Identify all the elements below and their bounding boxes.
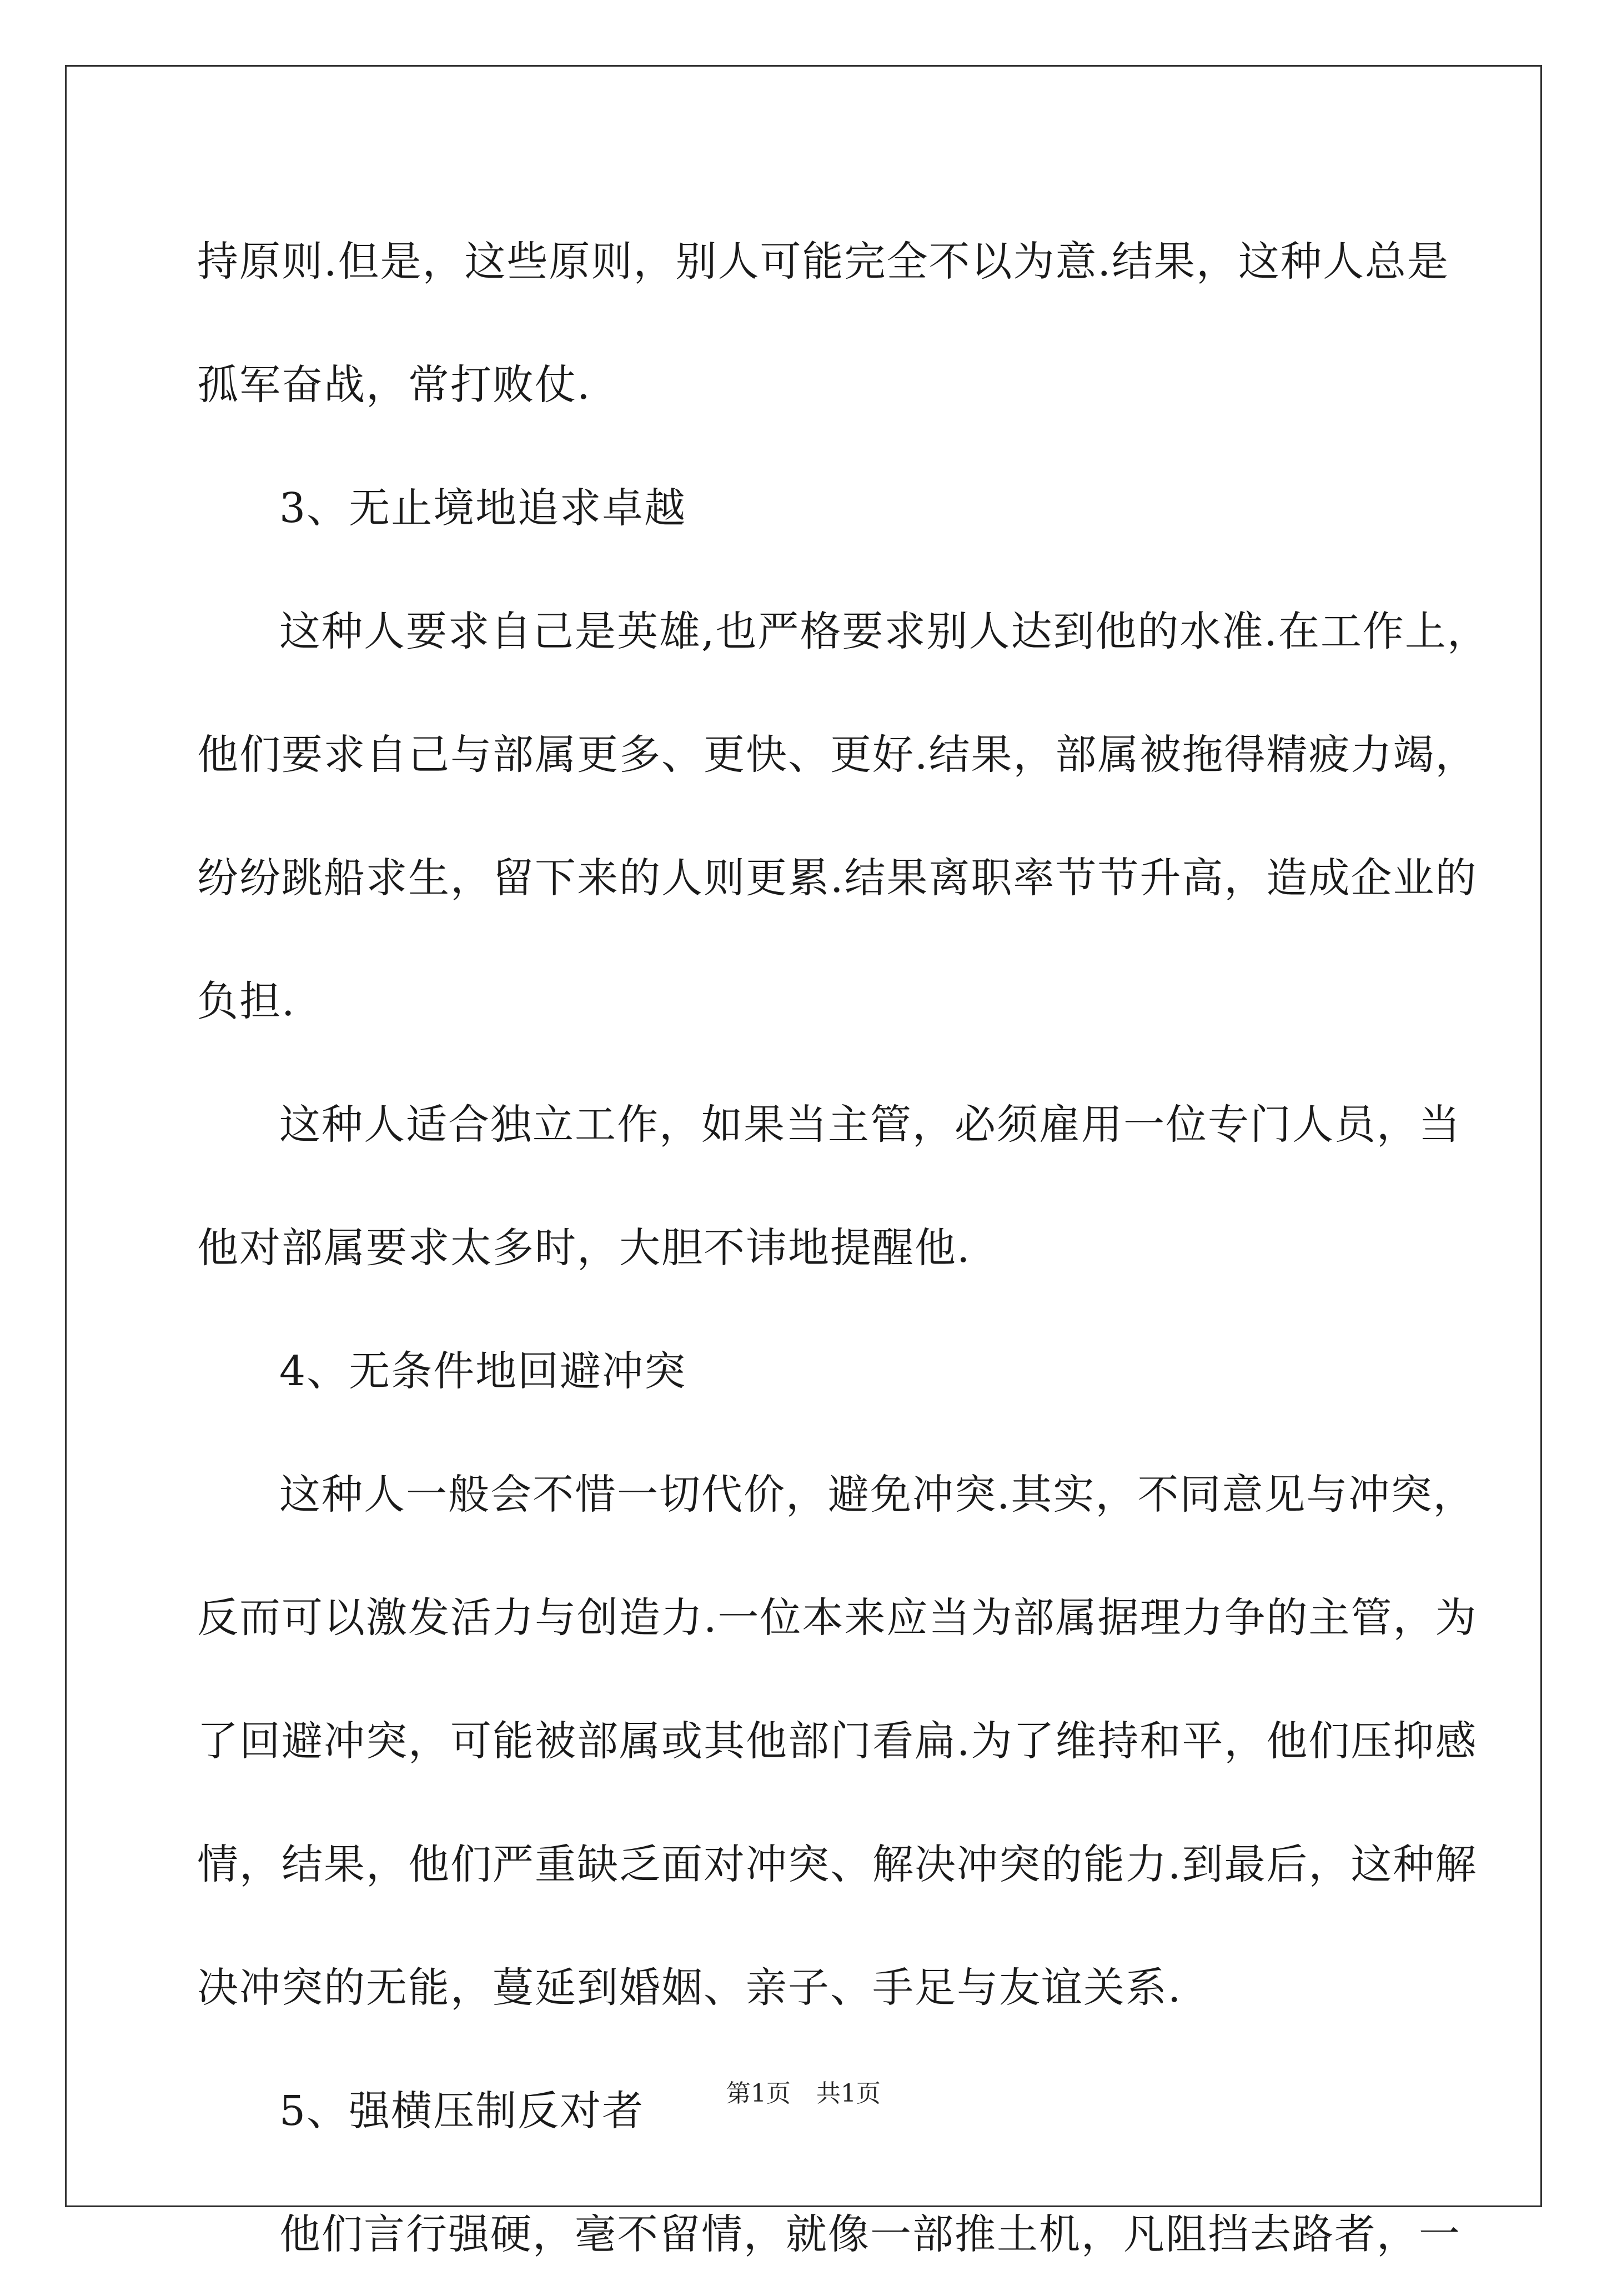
- section-heading: 3、无止境地追求卓越: [279, 484, 687, 532]
- text-line: 这种人一般会不惜一切代价，避免冲突.其实，不同意见与冲突，: [279, 1471, 1475, 1518]
- text-line: 持原则.但是，这些原则，别人可能完全不以为意.结果，这种人总是: [197, 238, 1450, 285]
- page-footer: [0, 2077, 1607, 2110]
- text-line: 决冲突的无能，蔓延到婚姻、亲子、手足与友谊关系.: [197, 1964, 1182, 2012]
- text-line: 反而可以激发活力与创造力.一位本来应当为部属据理力争的主管，为: [197, 1594, 1478, 1642]
- section-heading: 4、无条件地回避冲突: [279, 1347, 687, 1395]
- document-body: [197, 200, 1490, 2296]
- section-heading: 5、强横压制反对者: [279, 2087, 645, 2135]
- text-line: 这种人要求自己是英雄,也严格要求别人达到他的水准.在工作上，: [279, 608, 1490, 655]
- text-line: 了回避冲突，可能被部属或其他部门看扁.为了维持和平，他们压抑感: [197, 1717, 1478, 1765]
- text-line: 这种人适合独立工作，如果当主管，必须雇用一位专门人员，当: [279, 1101, 1461, 1149]
- text-line: 孤军奋战，常打败仗.: [197, 361, 591, 409]
- text-line: 他对部属要求太多时，大胆不讳地提醒他.: [197, 1224, 971, 1272]
- text-line: 纷纷跳船求生，留下来的人则更累.结果离职率节节升高，造成企业的: [197, 854, 1478, 902]
- text-line: 负担.: [197, 977, 296, 1025]
- page-number: 第1页: [726, 2079, 791, 2108]
- page-total: 共1页: [816, 2079, 881, 2108]
- text-line: 他们要求自己与部属更多、更快、更好.结果，部属被拖得精疲力竭，: [197, 731, 1478, 779]
- text-line: 情，结果，他们严重缺乏面对冲突、解决冲突的能力.到最后，这种解: [197, 1841, 1478, 1888]
- text-line: 他们言行强硬，毫不留情，就像一部推土机，凡阻挡去路者，一: [279, 2210, 1461, 2258]
